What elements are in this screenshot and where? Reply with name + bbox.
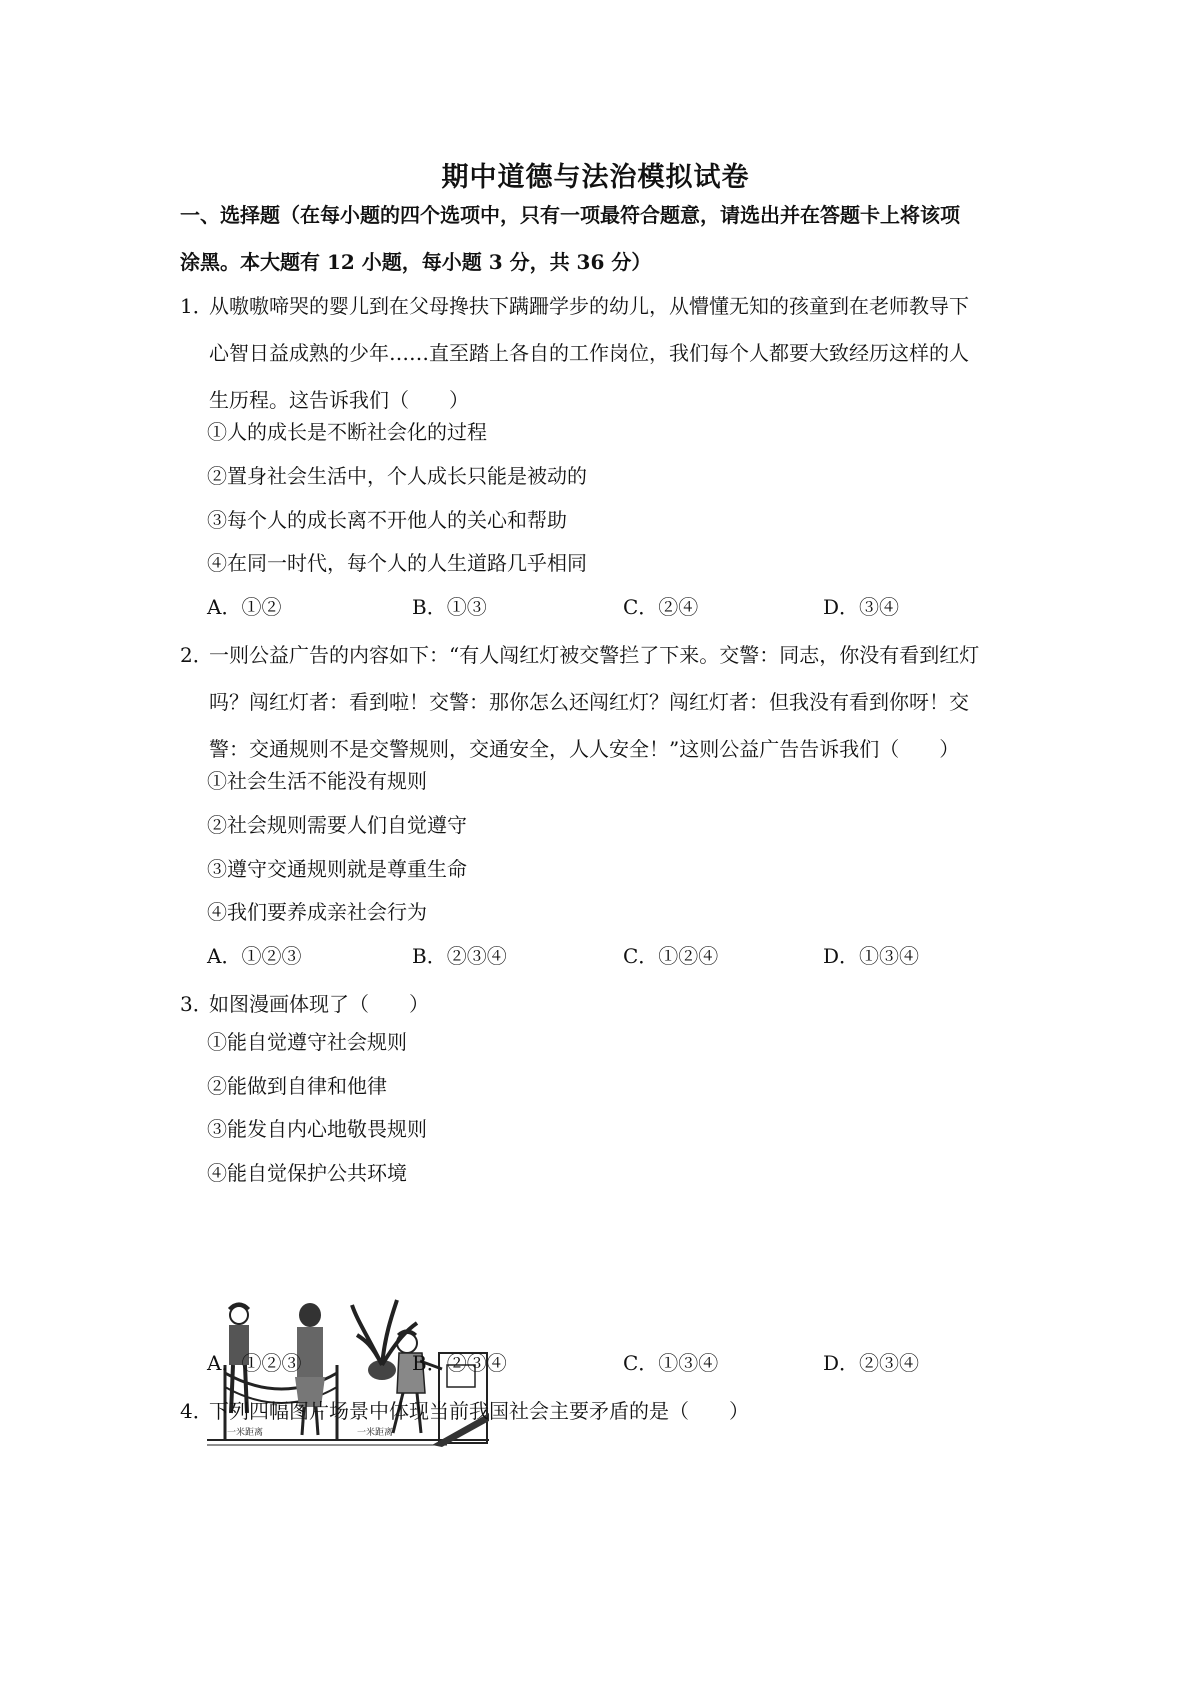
question-1 bbox=[180, 283, 1030, 424]
choice-2-b[interactable]: B．②③④ bbox=[412, 944, 507, 968]
choice-1-c[interactable]: C．②④ bbox=[623, 595, 699, 619]
choice-1-b[interactable]: B．①③ bbox=[412, 595, 487, 619]
question-number: 1． bbox=[180, 294, 213, 318]
statement-2-1: ①社会生活不能没有规则 bbox=[207, 769, 427, 793]
section-heading-line-1: 一、选择题（在每小题的四个选项中，只有一项最符合题意，请选出并在答题卡上将该项 bbox=[180, 203, 960, 227]
question-2 bbox=[180, 632, 1030, 773]
choice-3-c[interactable]: C．①③④ bbox=[623, 1351, 719, 1375]
question-stem-line: 警：交通规则不是交警规则，交通安全，人人安全！”这则公益广告告诉我们（ ） bbox=[209, 737, 960, 761]
question-stem-line: 吗？闯红灯者：看到啦！交警：那你怎么还闯红灯？闯红灯者：但我没有看到你呀！交 bbox=[209, 690, 969, 714]
question-stem-line: 从嗷嗷啼哭的婴儿到在父母搀扶下蹒跚学步的幼儿，从懵懂无知的孩童到在老师教导下 bbox=[209, 294, 969, 318]
distance-label-left: 一米距离 bbox=[227, 1428, 264, 1438]
choice-2-c[interactable]: C．①②④ bbox=[623, 944, 719, 968]
choice-2-d[interactable]: D．①③④ bbox=[823, 944, 920, 968]
statement-3-2: ②能做到自律和他律 bbox=[207, 1074, 387, 1098]
statement-1-2: ②置身社会生活中，个人成长只能是被动的 bbox=[207, 464, 587, 488]
distance-label-right: 一米距离 bbox=[357, 1428, 394, 1438]
question-stem-line: 心智日益成熟的少年……直至踏上各自的工作岗位，我们每个人都要大致经历这样的人 bbox=[209, 341, 969, 365]
question-4 bbox=[180, 1388, 1030, 1435]
statement-3-3: ③能发自内心地敬畏规则 bbox=[207, 1117, 427, 1141]
question-3 bbox=[180, 981, 1030, 1028]
statement-2-4: ④我们要养成亲社会行为 bbox=[207, 900, 427, 924]
question-stem-line: 一则公益广告的内容如下：“有人闯红灯被交警拦了下来。交警：同志，你没有看到红灯 bbox=[209, 643, 980, 667]
choice-1-a[interactable]: A．①② bbox=[207, 595, 282, 619]
choice-3-b[interactable]: B．②③④ bbox=[412, 1351, 507, 1375]
statement-3-1: ①能自觉遵守社会规则 bbox=[207, 1030, 407, 1054]
section-heading-line-2: 涂黑。本大题有 12 小题，每小题 3 分，共 36 分） bbox=[180, 250, 652, 274]
question-stem-line: 如图漫画体现了（ ） bbox=[209, 992, 429, 1016]
choice-3-d[interactable]: D．②③④ bbox=[823, 1351, 920, 1375]
statement-2-3: ③遵守交通规则就是尊重生命 bbox=[207, 857, 467, 881]
question-number: 2． bbox=[180, 643, 213, 667]
choice-3-a[interactable]: A．①②③ bbox=[207, 1351, 302, 1375]
page-title: 期中道德与法治模拟试卷 bbox=[441, 162, 750, 193]
statement-1-3: ③每个人的成长离不开他人的关心和帮助 bbox=[207, 508, 567, 532]
statement-1-1: ①人的成长是不断社会化的过程 bbox=[207, 420, 487, 444]
question-stem-line: 生历程。这告诉我们（ ） bbox=[209, 388, 469, 412]
question-stem-line: 下列四幅图片场景中体现当前我国社会主要矛盾的是（ ） bbox=[209, 1399, 749, 1423]
question-number: 3． bbox=[180, 992, 213, 1016]
choice-1-d[interactable]: D．③④ bbox=[823, 595, 900, 619]
statement-3-4: ④能自觉保护公共环境 bbox=[207, 1161, 407, 1185]
statement-1-4: ④在同一时代，每个人的人生道路几乎相同 bbox=[207, 551, 587, 575]
choice-2-a[interactable]: A．①②③ bbox=[207, 944, 302, 968]
statement-2-2: ②社会规则需要人们自觉遵守 bbox=[207, 813, 467, 837]
question-number: 4． bbox=[180, 1399, 213, 1423]
